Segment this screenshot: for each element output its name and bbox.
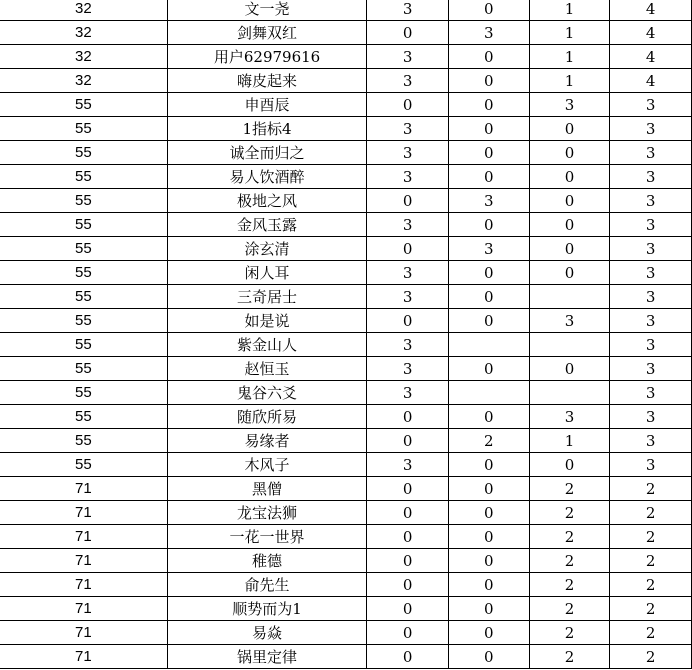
table-row	[0, 453, 692, 477]
name-cell: 一花一世界	[167, 525, 367, 549]
total-cell: 2	[610, 621, 692, 645]
score-c-cell: 1	[529, 45, 610, 69]
rank-cell: 55	[0, 213, 167, 237]
score-c-cell: 3	[529, 309, 610, 333]
rank-cell: 55	[0, 93, 167, 117]
total-cell: 3	[610, 117, 692, 141]
score-b-cell: 0	[448, 45, 529, 69]
score-b-cell: 3	[448, 21, 529, 45]
total-cell: 2	[610, 477, 692, 501]
score-b-cell	[448, 333, 529, 357]
score-b-cell: 0	[448, 645, 529, 669]
rank-cell: 55	[0, 453, 167, 477]
total-cell: 4	[610, 45, 692, 69]
score-b-cell: 0	[448, 573, 529, 597]
total-cell: 3	[610, 333, 692, 357]
score-a-cell: 3	[367, 261, 449, 285]
score-a-cell: 0	[367, 525, 449, 549]
score-a-cell: 3	[367, 357, 449, 381]
score-a-cell: 0	[367, 597, 449, 621]
table-row	[0, 69, 692, 93]
rank-cell: 55	[0, 261, 167, 285]
score-a-cell: 0	[367, 501, 449, 525]
score-b-cell: 0	[448, 93, 529, 117]
score-a-cell: 3	[367, 45, 449, 69]
total-cell: 3	[610, 165, 692, 189]
rank-cell: 55	[0, 357, 167, 381]
score-c-cell: 2	[529, 621, 610, 645]
name-cell: 木风子	[167, 453, 367, 477]
name-cell: 金风玉露	[167, 213, 367, 237]
score-a-cell: 0	[367, 309, 449, 333]
score-a-cell: 0	[367, 429, 449, 453]
name-cell: 申酉辰	[167, 93, 367, 117]
total-cell: 4	[610, 21, 692, 45]
table-row	[0, 405, 692, 429]
table-row	[0, 381, 692, 405]
rank-cell: 55	[0, 309, 167, 333]
total-cell: 3	[610, 261, 692, 285]
score-c-cell: 1	[529, 0, 610, 21]
score-c-cell: 2	[529, 525, 610, 549]
score-b-cell: 3	[448, 237, 529, 261]
name-cell: 俞先生	[167, 573, 367, 597]
rank-cell: 32	[0, 69, 167, 93]
score-a-cell: 0	[367, 645, 449, 669]
score-c-cell: 0	[529, 453, 610, 477]
total-cell: 3	[610, 357, 692, 381]
score-b-cell: 0	[448, 405, 529, 429]
score-c-cell: 1	[529, 69, 610, 93]
score-a-cell: 0	[367, 573, 449, 597]
rank-cell: 71	[0, 597, 167, 621]
rank-cell: 32	[0, 21, 167, 45]
rank-cell: 32	[0, 45, 167, 69]
total-cell: 2	[610, 525, 692, 549]
rank-cell: 55	[0, 429, 167, 453]
rank-cell: 71	[0, 645, 167, 669]
total-cell: 4	[610, 69, 692, 93]
score-c-cell: 2	[529, 501, 610, 525]
total-cell: 3	[610, 189, 692, 213]
total-cell: 3	[610, 285, 692, 309]
score-b-cell: 0	[448, 549, 529, 573]
score-a-cell: 3	[367, 333, 449, 357]
rank-cell: 71	[0, 549, 167, 573]
score-a-cell: 3	[367, 117, 449, 141]
score-b-cell: 0	[448, 453, 529, 477]
rank-cell: 71	[0, 621, 167, 645]
table-row	[0, 285, 692, 309]
score-c-cell: 1	[529, 429, 610, 453]
rank-cell: 55	[0, 381, 167, 405]
table-row	[0, 597, 692, 621]
name-cell: 如是说	[167, 309, 367, 333]
table-row	[0, 645, 692, 669]
table-row	[0, 621, 692, 645]
name-cell: 易人饮酒醉	[167, 165, 367, 189]
rank-cell: 55	[0, 141, 167, 165]
score-a-cell: 3	[367, 0, 449, 21]
name-cell: 用户62979616	[167, 45, 367, 69]
score-b-cell: 0	[448, 261, 529, 285]
score-b-cell: 0	[448, 597, 529, 621]
name-cell: 紫金山人	[167, 333, 367, 357]
score-a-cell: 0	[367, 21, 449, 45]
score-c-cell: 2	[529, 597, 610, 621]
score-c-cell: 0	[529, 237, 610, 261]
score-b-cell: 0	[448, 141, 529, 165]
table-row	[0, 477, 692, 501]
table-row	[0, 141, 692, 165]
name-cell: 顺势而为1	[167, 597, 367, 621]
name-cell: 赵恒玉	[167, 357, 367, 381]
total-cell: 2	[610, 501, 692, 525]
score-a-cell: 0	[367, 549, 449, 573]
name-cell: 黑僧	[167, 477, 367, 501]
name-cell: 三奇居士	[167, 285, 367, 309]
table-row	[0, 261, 692, 285]
score-a-cell: 3	[367, 213, 449, 237]
total-cell: 3	[610, 309, 692, 333]
score-c-cell: 0	[529, 261, 610, 285]
score-b-cell: 0	[448, 0, 529, 21]
score-b-cell: 2	[448, 429, 529, 453]
score-a-cell: 0	[367, 189, 449, 213]
score-c-cell	[529, 285, 610, 309]
score-c-cell: 0	[529, 117, 610, 141]
table-row	[0, 21, 692, 45]
total-cell: 3	[610, 141, 692, 165]
score-b-cell	[448, 381, 529, 405]
score-c-cell: 0	[529, 141, 610, 165]
score-b-cell: 0	[448, 213, 529, 237]
score-b-cell: 0	[448, 357, 529, 381]
name-cell: 1指标4	[167, 117, 367, 141]
total-cell: 2	[610, 573, 692, 597]
rank-cell: 71	[0, 501, 167, 525]
name-cell: 嗨皮起来	[167, 69, 367, 93]
name-cell: 锅里定律	[167, 645, 367, 669]
table-row	[0, 357, 692, 381]
table-row	[0, 213, 692, 237]
score-b-cell: 0	[448, 69, 529, 93]
score-c-cell: 3	[529, 405, 610, 429]
score-c-cell: 2	[529, 573, 610, 597]
table-row	[0, 165, 692, 189]
rank-cell: 55	[0, 165, 167, 189]
score-a-cell: 0	[367, 621, 449, 645]
table-row	[0, 429, 692, 453]
name-cell: 极地之风	[167, 189, 367, 213]
table-row	[0, 117, 692, 141]
rank-cell: 55	[0, 285, 167, 309]
total-cell: 3	[610, 429, 692, 453]
name-cell: 易焱	[167, 621, 367, 645]
table-row	[0, 93, 692, 117]
score-a-cell: 0	[367, 237, 449, 261]
score-a-cell: 3	[367, 69, 449, 93]
score-b-cell: 0	[448, 621, 529, 645]
total-cell: 3	[610, 453, 692, 477]
name-cell: 诚全而归之	[167, 141, 367, 165]
table-row	[0, 189, 692, 213]
rank-cell: 55	[0, 405, 167, 429]
score-b-cell: 0	[448, 525, 529, 549]
score-c-cell	[529, 333, 610, 357]
rank-cell: 55	[0, 333, 167, 357]
table-row	[0, 309, 692, 333]
table-row	[0, 237, 692, 261]
score-c-cell: 0	[529, 357, 610, 381]
total-cell: 3	[610, 237, 692, 261]
rank-cell: 71	[0, 525, 167, 549]
score-a-cell: 3	[367, 381, 449, 405]
total-cell: 4	[610, 0, 692, 21]
name-cell: 鬼谷六爻	[167, 381, 367, 405]
score-b-cell: 3	[448, 189, 529, 213]
score-c-cell: 2	[529, 549, 610, 573]
table-row	[0, 501, 692, 525]
score-b-cell: 0	[448, 285, 529, 309]
table-row	[0, 45, 692, 69]
table-row	[0, 525, 692, 549]
score-c-cell: 2	[529, 645, 610, 669]
score-a-cell: 0	[367, 477, 449, 501]
score-c-cell: 0	[529, 165, 610, 189]
name-cell: 闲人耳	[167, 261, 367, 285]
name-cell: 随欣所易	[167, 405, 367, 429]
name-cell: 剑舞双红	[167, 21, 367, 45]
rank-cell: 55	[0, 189, 167, 213]
score-a-cell: 3	[367, 453, 449, 477]
score-a-cell: 3	[367, 285, 449, 309]
score-a-cell: 0	[367, 405, 449, 429]
score-c-cell: 0	[529, 189, 610, 213]
score-b-cell: 0	[448, 501, 529, 525]
score-c-cell: 0	[529, 213, 610, 237]
table-row	[0, 333, 692, 357]
score-b-cell: 0	[448, 309, 529, 333]
total-cell: 3	[610, 93, 692, 117]
score-b-cell: 0	[448, 165, 529, 189]
total-cell: 3	[610, 213, 692, 237]
total-cell: 3	[610, 405, 692, 429]
name-cell: 涂玄清	[167, 237, 367, 261]
table-row	[0, 0, 692, 21]
total-cell: 2	[610, 549, 692, 573]
name-cell: 易缘者	[167, 429, 367, 453]
score-c-cell: 1	[529, 21, 610, 45]
rank-cell: 71	[0, 477, 167, 501]
score-a-cell: 0	[367, 93, 449, 117]
rank-cell: 32	[0, 0, 167, 21]
score-a-cell: 3	[367, 141, 449, 165]
table-row	[0, 549, 692, 573]
table-row	[0, 573, 692, 597]
total-cell: 3	[610, 381, 692, 405]
score-b-cell: 0	[448, 117, 529, 141]
name-cell: 稚德	[167, 549, 367, 573]
rank-cell: 55	[0, 237, 167, 261]
rank-cell: 55	[0, 117, 167, 141]
rank-cell: 71	[0, 573, 167, 597]
score-c-cell	[529, 381, 610, 405]
score-a-cell: 3	[367, 165, 449, 189]
score-c-cell: 2	[529, 477, 610, 501]
score-b-cell: 0	[448, 477, 529, 501]
total-cell: 2	[610, 597, 692, 621]
name-cell: 龙宝法狮	[167, 501, 367, 525]
total-cell: 2	[610, 645, 692, 669]
name-cell: 文一尧	[167, 0, 367, 21]
score-c-cell: 3	[529, 93, 610, 117]
